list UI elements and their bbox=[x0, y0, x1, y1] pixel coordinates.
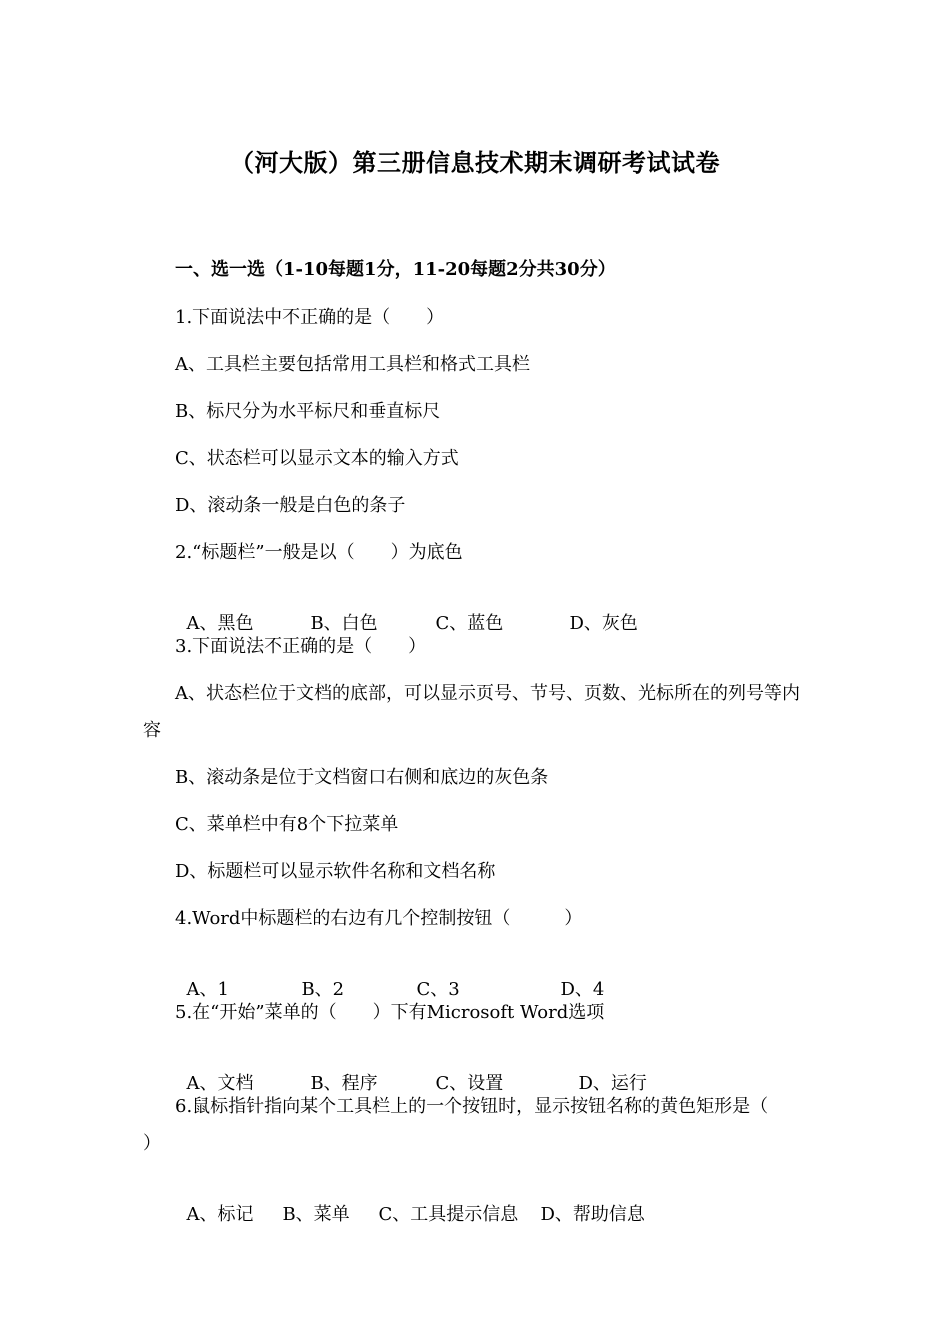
question-5-stem: 5.在“开始”菜单的（ ）下有Microsoft Word选项 bbox=[175, 1002, 605, 1023]
question-6-option-a: A、标记 bbox=[186, 1204, 254, 1225]
question-6-option-c: C、工具提示信息 bbox=[378, 1204, 519, 1225]
question-1-option-a: A、工具栏主要包括常用工具栏和格式工具栏 bbox=[175, 354, 530, 375]
question-4-option-a: A、1 bbox=[186, 979, 229, 1000]
question-2-option-c: C、蓝色 bbox=[435, 613, 504, 634]
question-4-stem: 4.Word中标题栏的右边有几个控制按钮（ ） bbox=[175, 908, 583, 929]
question-4-option-b: B、2 bbox=[301, 979, 345, 1000]
question-3-option-b: B、滚动条是位于文档窗口右侧和底边的灰色条 bbox=[175, 767, 549, 788]
question-3-option-c: C、菜单栏中有8个下拉菜单 bbox=[175, 814, 399, 835]
question-6-option-b: B、菜单 bbox=[282, 1204, 350, 1225]
question-2-options bbox=[175, 588, 638, 636]
question-4-option-d: D、4 bbox=[560, 979, 605, 1000]
question-6-stem-continued: ） bbox=[143, 1133, 161, 1154]
question-1-stem: 1.下面说法中不正确的是（ ） bbox=[175, 307, 445, 328]
question-3-stem: 3.下面说法不正确的是（ ） bbox=[175, 636, 427, 657]
question-2-option-a: A、黑色 bbox=[186, 613, 254, 634]
document-title: （河大版）第三册信息技术期末调研考试试卷 bbox=[230, 148, 720, 177]
question-5-option-a: A、文档 bbox=[186, 1073, 254, 1094]
question-1-option-d: D、滚动条一般是白色的条子 bbox=[175, 495, 406, 516]
question-1-option-c: C、状态栏可以显示文本的输入方式 bbox=[175, 448, 459, 469]
question-2-stem: 2.“标题栏”一般是以（ ）为底色 bbox=[175, 542, 463, 563]
question-6-options bbox=[175, 1179, 645, 1227]
question-2-option-d: D、灰色 bbox=[569, 613, 638, 634]
question-3-option-a: A、状态栏位于文档的底部，可以显示页号、节号、页数、光标所在的列号等内 bbox=[175, 683, 800, 704]
section-heading: 一、选一选（1-10每题1分，11-20每题2分共30分） bbox=[175, 259, 616, 280]
question-4-option-c: C、3 bbox=[416, 979, 460, 1000]
question-5-option-d: D、运行 bbox=[578, 1073, 647, 1094]
question-4-options bbox=[175, 954, 604, 1002]
question-3-option-a-continued: 容 bbox=[143, 720, 161, 741]
question-5-options bbox=[175, 1048, 647, 1096]
question-1-option-b: B、标尺分为水平标尺和垂直标尺 bbox=[175, 401, 441, 422]
question-3-option-d: D、标题栏可以显示软件名称和文档名称 bbox=[175, 861, 496, 882]
question-5-option-b: B、程序 bbox=[310, 1073, 378, 1094]
question-2-option-b: B、白色 bbox=[310, 613, 378, 634]
question-6-stem: 6.鼠标指针指向某个工具栏上的一个按钮时，显示按钮名称的黄色矩形是（ bbox=[175, 1096, 769, 1117]
question-5-option-c: C、设置 bbox=[435, 1073, 504, 1094]
question-6-option-d: D、帮助信息 bbox=[540, 1204, 645, 1225]
